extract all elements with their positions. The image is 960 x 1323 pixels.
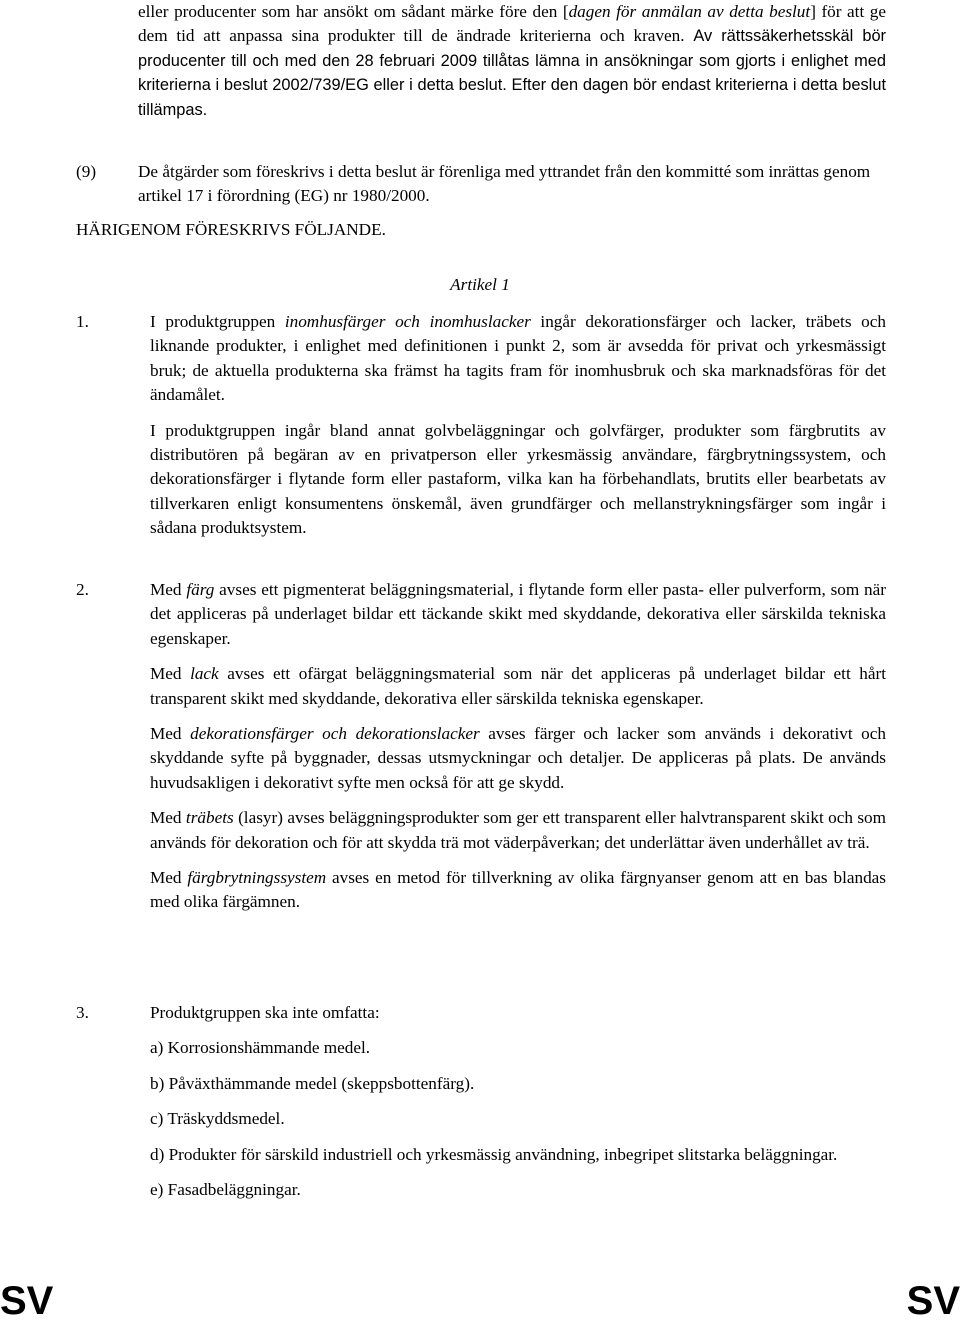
- exclusion-a: a) Korrosionshämmande medel.: [150, 1038, 371, 1058]
- article-title-text: Artikel 1: [450, 275, 510, 294]
- exclusion-c: c) Träskyddsmedel.: [150, 1109, 285, 1129]
- item-1-para-1: I produktgruppen inomhusfärger och inomhuslacker ingår dekorationsfärger och lacker, träbets och liknande produkter, i enlighet med definitionen i punkt 2, som är avsedda för privat och yrkesmässigt bruk; de aktuella produkterna ska främst ha tagits fram för inomhusbruk och ska marknadsföras för det ändamålet.: [150, 312, 886, 405]
- item-1: [150, 310, 886, 552]
- item-1-number: 1.: [76, 312, 89, 331]
- intro-paragraph: [138, 0, 886, 122]
- recital-9-text: De åtgärder som föreskrivs i detta beslut är förenliga med yttrandet från den kommitté som inrättas genom artikel 17 i förordning (EG) nr 1980/2000.: [138, 162, 871, 206]
- intro-text: eller producenter som har ansökt om sådant märke före den [dagen för anmälan av detta beslut] för att ge dem tid att anpassa sina produkter till de ändrade kriterierna och kraven. Av rättssäkerhetsskäl bör producenter till och med den 28 februari 2009 tillåtas lämna in ansökningar som gjorts i enlighet med kriterierna i beslut 2002/739/EG eller i detta beslut. Efter den dagen bör endast kriterierna i detta beslut tillämpas.: [138, 2, 887, 119]
- exclusion-e: e) Fasadbeläggningar.: [150, 1180, 301, 1200]
- intro-sans-text: Av rättssäkerhetsskäl bör producenter till och med den 28 februari 2009 tillåtas lämna in ansökningar som gjorts i enlighet med kriterierna i beslut 2002/739/EG eller i detta beslut. Efter den dagen bör endast kriterierna i detta beslut tillämpas.: [138, 27, 887, 119]
- recital-9-number: (9): [76, 162, 97, 181]
- definition-fargbrytningssystem: Med färgbrytningssystem avses en metod för tillverkning av olika färgnyanser genom att en bas blandas med olika färgämnen.: [150, 868, 886, 912]
- recital-9: [138, 160, 886, 209]
- exclusion-d: d) Produkter för särskild industriell och yrkesmässig användning, inbegripet slitstarka beläggningar.: [150, 1144, 838, 1164]
- item-3-number: 3.: [76, 1003, 89, 1022]
- footer-language-left: SV: [0, 1279, 54, 1323]
- footer-language-right: SV: [906, 1279, 960, 1323]
- exclusion-b: b) Påväxthämmande medel (skeppsbottenfärg).: [150, 1073, 475, 1093]
- definition-farg: Med färg avses ett pigmenterat beläggningsmaterial, i flytande form eller pasta- eller pulverform, som när det appliceras på underlaget bildar ett täckande skikt med skyddande, dekorativa eller särskilda tekniska egenskaper.: [150, 580, 886, 648]
- item-1-para-2: I produktgruppen ingår bland annat golvbeläggningar och golvfärger, produkter som färgbrutits av distributören på begäran av en privatperson eller yrkesmässig användare, färgbrytningssystem, och dekorationsfärger i flytande form eller pastaform, vilka kan ha förbehandlats, brutits eller bearbetats av tillverkaren enligt konsumentens önskemål, även grundfärger och mellanstrykningsfärger som ingår i sådana produktsystem.: [150, 420, 886, 538]
- item-3: [150, 1001, 886, 1213]
- enacting-heading: HÄRIGENOM FÖRESKRIVS FÖLJANDE.: [76, 220, 386, 239]
- definition-dekorationsfarger: Med dekorationsfärger och dekorationslacker avses färger och lacker som används i dekorativt och skyddande syfte på byggnader, dessas utsmyckningar och detaljer. De appliceras på plats. De används huvudsakligen i dekorativt syfte men också för att ge skydd.: [150, 724, 887, 792]
- definition-lack: Med lack avses ett ofärgat beläggningsmaterial som när det appliceras på underlaget bildar ett hårt transparent skikt med skyddande, dekorativa eller särskilda tekniska egenskaper.: [150, 664, 886, 708]
- definition-trabets: Med träbets (lasyr) avses beläggningsprodukter som ger ett transparent eller halvtransparent skikt och som används för dekoration och för att skydda trä mot väderpåverkan; det underlättar även underhållet av trä.: [150, 808, 886, 852]
- article-title: [0, 273, 960, 297]
- item-2: [150, 578, 886, 926]
- item-2-number: 2.: [76, 580, 89, 599]
- item-3-intro: Produktgruppen ska inte omfatta:: [150, 1003, 380, 1022]
